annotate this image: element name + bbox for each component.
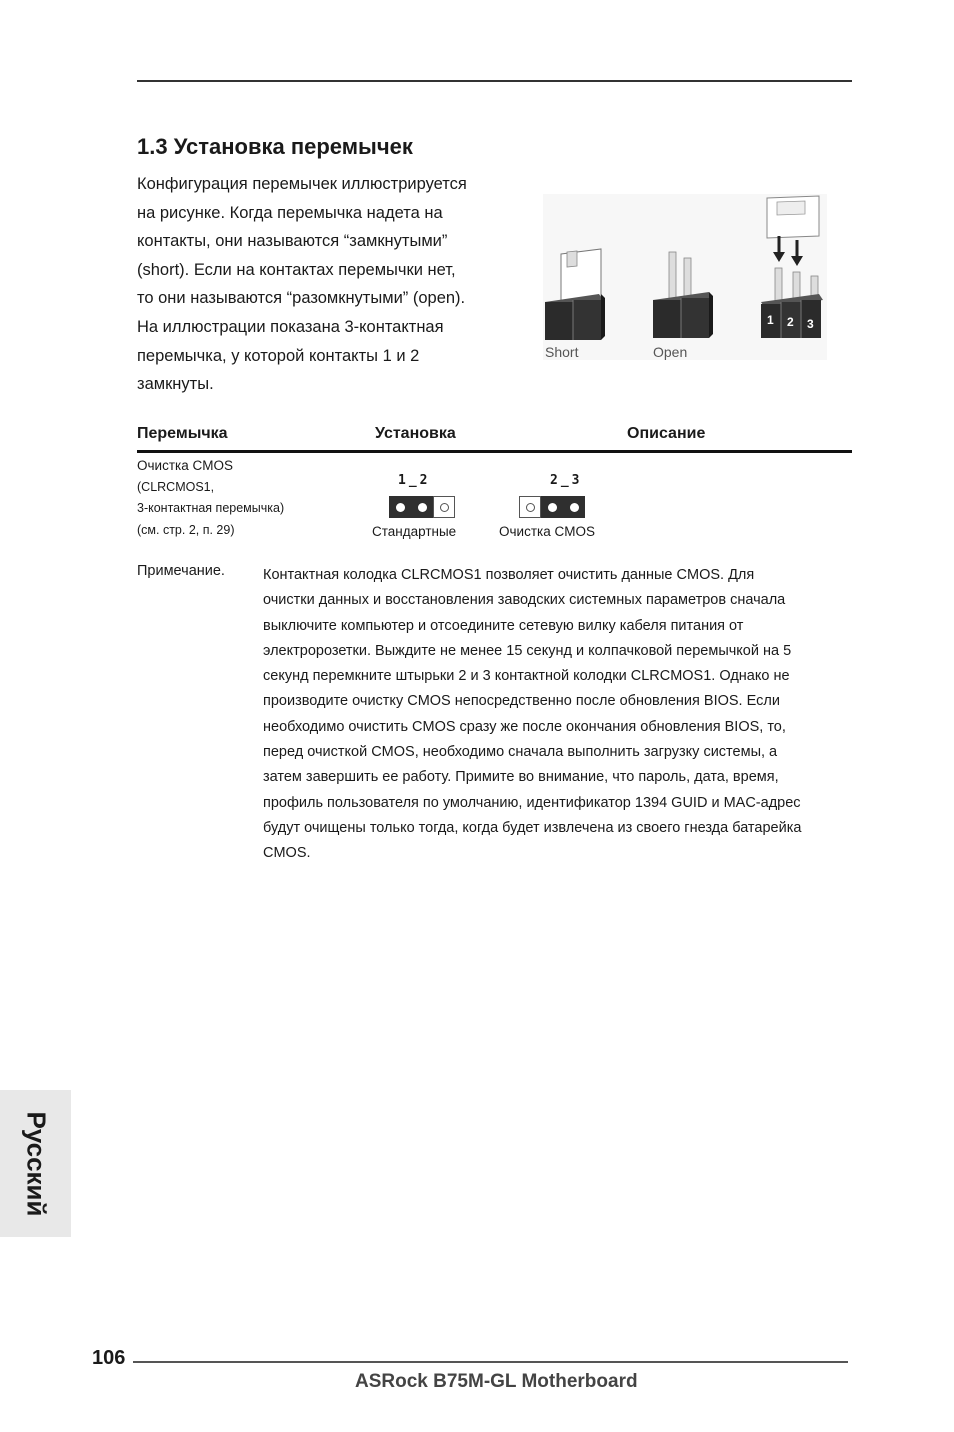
intro-line: (short). Если на контактах перемычки нет,	[137, 260, 456, 279]
language-side-tab	[0, 1090, 71, 1237]
note-line: электророзетки. Выждите не менее 15 секунд и колпачковой перемычкой на 5	[263, 642, 792, 659]
intro-line: то они называются “разомкнутыми” (open).	[137, 289, 466, 308]
default-pin-diagram	[389, 496, 455, 518]
top-rule	[137, 80, 852, 82]
intro-line: Конфигурация перемычек иллюстрируется	[137, 175, 467, 193]
note-line: выключите компьютер и отсоедините сетевую вилку кабеля питания от	[263, 617, 744, 634]
pin-2-shorted	[411, 496, 433, 518]
footer-rule	[133, 1361, 848, 1363]
page-number: 106	[92, 1347, 126, 1369]
jumper-name	[137, 455, 284, 541]
intro-line: перемычка, у которой контакты 1 и 2	[137, 346, 420, 365]
note-line: Контактная колодка CLRCMOS1 позволяет очистить данные CMOS. Для	[263, 567, 755, 583]
intro-line: на рисунке. Когда перемычка надета на	[137, 203, 443, 222]
note-line: производите очистку CMOS непосредственно после обновления BIOS. Если	[263, 693, 780, 710]
note-line: будут очищены только тогда, когда будет извлечена из своего гнезда батарейка	[263, 819, 802, 836]
table-header-description: Описание	[627, 425, 706, 442]
language-side-tab-label: Русский	[21, 1110, 51, 1217]
default-caption: Стандартные	[372, 524, 457, 539]
note-line: очистки данных и восстановления заводских системных параметров сначала	[263, 592, 786, 609]
note-body	[263, 563, 852, 867]
table-header-setting: Установка	[375, 425, 456, 442]
default-pin-label: 1_2	[398, 473, 431, 488]
note-line: перед очисткой CMOS, необходимо сначала выполнить загрузку системы, а	[263, 744, 778, 761]
note-line: затем завершить ее работу. Примите во внимание, что пароль, дата, время,	[263, 769, 779, 786]
clear-caption: Очистка CMOS	[499, 524, 595, 539]
intro-line: контакты, они называются “замкнутыми”	[137, 232, 448, 251]
pin-1-open	[519, 496, 541, 518]
svg-text:3: 3	[807, 317, 814, 331]
svg-text:2: 2	[787, 315, 794, 329]
intro-line: замкнуты.	[137, 375, 214, 394]
intro-line: На иллюстрации показана 3-контактная	[137, 317, 444, 336]
note-line: профиль пользователя по умолчанию, идентификатор 1394 GUID и MAC-адрес	[263, 794, 801, 811]
intro-paragraph	[137, 170, 532, 399]
note-line: необходимо очистить CMOS сразу же после окончания обновления BIOS, то,	[263, 718, 786, 735]
svg-text:Short: Short	[545, 344, 579, 360]
pin-2-shorted	[541, 496, 563, 518]
table-header-jumper: Перемычка	[137, 425, 228, 442]
svg-text:1: 1	[767, 313, 774, 327]
clear-pin-diagram	[519, 496, 585, 518]
jumper-name-line: Очистка CMOS	[137, 458, 233, 473]
jumper-name-line: 3-контактная перемычка)	[137, 501, 285, 515]
jumper-name-line: (см. стр. 2, п. 29)	[137, 522, 235, 537]
note-line: секунд перемкните штырьки 2 и 3 контактной колодки CLRCMOS1. Однако не	[263, 668, 790, 685]
jumper-illustration	[543, 194, 827, 360]
clear-pin-label: 2_3	[550, 473, 583, 488]
pin-3-open	[433, 496, 455, 518]
jumper-name-line: (CLRCMOS1,	[137, 479, 215, 494]
svg-text:Open: Open	[653, 344, 688, 360]
section-title: 1.3 Установка перемычек	[137, 134, 413, 159]
footer-product-name: ASRock B75M-GL Motherboard	[355, 1371, 638, 1392]
note-line: CMOS.	[263, 845, 311, 862]
note-label: Примечание.	[137, 563, 225, 579]
pin-3-shorted	[563, 496, 585, 518]
pin-1-shorted	[389, 496, 411, 518]
table-header-rule	[137, 450, 852, 453]
